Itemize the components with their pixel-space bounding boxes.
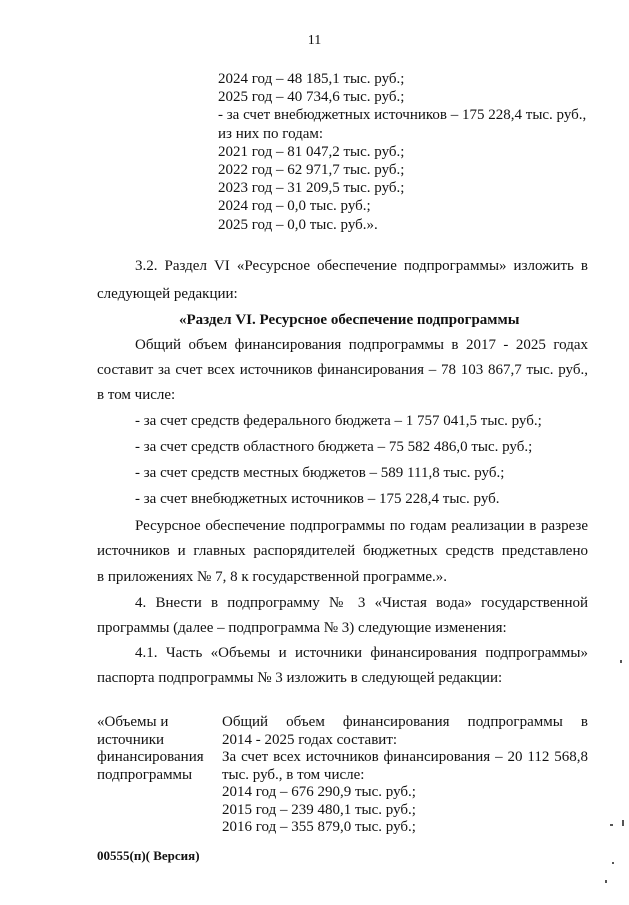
budget-line: 2022 год – 62 971,7 тыс. руб.; bbox=[218, 162, 405, 179]
scan-speck bbox=[612, 862, 614, 864]
resource-paragraph-line1: Ресурсное обеспечение подпрограммы по годам реализации в разрезе bbox=[135, 518, 588, 534]
table-label-line: «Объемы и bbox=[97, 714, 169, 730]
budget-line: 2025 год – 40 734,6 тыс. руб.; bbox=[218, 89, 405, 106]
source-item: - за счет средств местных бюджетов – 589 111,8 тыс. руб.; bbox=[135, 465, 505, 481]
budget-line: 2024 год – 0,0 тыс. руб.; bbox=[218, 198, 371, 215]
table-value-line: 2014 - 2025 годах составит: bbox=[222, 731, 398, 748]
section-heading: «Раздел VI. Ресурсное обеспечение подпрограммы bbox=[179, 312, 520, 328]
budget-line: - за счет внебюджетных источников – 175 228,4 тыс. руб., bbox=[218, 107, 587, 124]
resource-paragraph-line2: источников и главных распорядителей бюджетных средств представлено bbox=[97, 543, 588, 559]
document-footer-code: 00555(п)( Версия) bbox=[97, 848, 200, 863]
scan-speck bbox=[620, 660, 622, 663]
budget-line: из них по годам: bbox=[218, 125, 324, 142]
scan-speck bbox=[622, 820, 624, 826]
budget-line: 2021 год – 81 047,2 тыс. руб.; bbox=[218, 143, 405, 160]
table-value-line: тыс. руб., в том числе: bbox=[222, 766, 365, 783]
item-4-1-line2: паспорта подпрограммы № 3 изложить в следующей редакции: bbox=[97, 670, 503, 686]
table-left-column bbox=[97, 714, 204, 784]
table-value-line: 2014 год – 676 290,9 тыс. руб.; bbox=[222, 784, 416, 800]
budget-line: 2025 год – 0,0 тыс. руб.». bbox=[218, 216, 378, 233]
resource-paragraph-line3: в приложениях № 7, 8 к государственной программе.». bbox=[97, 569, 448, 585]
table-right-column bbox=[222, 714, 588, 837]
section-3-2-line2: следующей редакции: bbox=[97, 286, 238, 302]
item-4-1-line1: 4.1. Часть «Объемы и источники финансирования подпрограммы» bbox=[135, 645, 588, 661]
section-3-2-line1: 3.2. Раздел VI «Ресурсное обеспечение подпрограммы» изложить в bbox=[135, 258, 588, 274]
table-value-line: Общий объем финансирования подпрограммы в bbox=[222, 714, 588, 730]
budget-line: 2024 год – 48 185,1 тыс. руб.; bbox=[218, 71, 405, 87]
scan-speck bbox=[605, 880, 607, 883]
budget-line: 2023 год – 31 209,5 тыс. руб.; bbox=[218, 180, 405, 197]
source-item: - за счет средств федерального бюджета – 1 757 041,5 тыс. руб.; bbox=[135, 413, 542, 429]
table-value-line: 2016 год – 355 879,0 тыс. руб.; bbox=[222, 819, 416, 835]
source-item: - за счет средств областного бюджета – 75 582 486,0 тыс. руб.; bbox=[135, 439, 533, 455]
table-label-line: источники bbox=[97, 731, 165, 748]
page-number: 11 bbox=[307, 33, 322, 48]
table-label-line: финансирования bbox=[97, 749, 204, 765]
table-label-line: подпрограммы bbox=[97, 766, 193, 783]
source-item: - за счет внебюджетных источников – 175 228,4 тыс. руб. bbox=[135, 491, 500, 507]
total-paragraph-line1: Общий объем финансирования подпрограммы в 2017 - 2025 годах bbox=[135, 337, 588, 353]
total-paragraph-line2: составит за счет всех источников финансирования – 78 103 867,7 тыс. руб., bbox=[97, 362, 588, 378]
item-4-line2: программы (далее – подпрограмма № 3) следующие изменения: bbox=[97, 620, 507, 636]
table-value-line: За счет всех источников финансирования – 20 112 568,8 bbox=[222, 749, 588, 765]
total-paragraph-line3: в том числе: bbox=[97, 387, 176, 403]
table-value-line: 2015 год – 239 480,1 тыс. руб.; bbox=[222, 801, 416, 818]
budget-years-list bbox=[218, 70, 586, 234]
scan-speck bbox=[610, 824, 613, 826]
item-4-line1: 4. Внести в подпрограмму № 3 «Чистая вода» государственной bbox=[135, 595, 588, 611]
